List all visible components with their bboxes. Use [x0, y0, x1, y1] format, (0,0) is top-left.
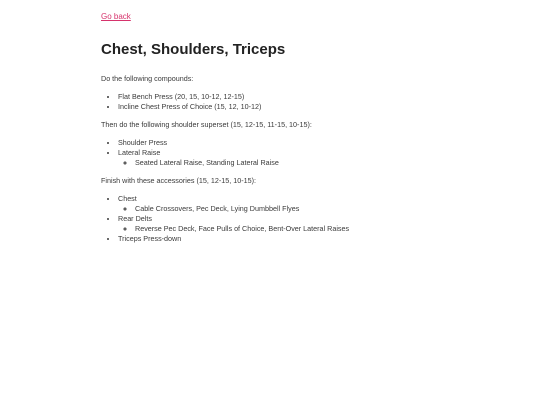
section-intro-accessories: Finish with these accessories (15, 12-15, 10-15):	[101, 176, 257, 185]
sub-list	[118, 204, 540, 214]
list-item: • Incline Chest Press of Choice (15, 12, 10-12)	[118, 102, 540, 112]
section-intro-shoulder-superset: Then do the following shoulder superset (15, 12-15, 11-15, 10-15):	[101, 120, 312, 129]
page-title: Chest, Shoulders, Triceps	[101, 41, 286, 58]
list-item	[118, 234, 540, 244]
list-item	[118, 138, 540, 148]
list-item	[118, 194, 540, 214]
list-item	[118, 148, 540, 168]
shoulder-superset-list	[101, 138, 540, 168]
sub-list-item: ◦ Cable Crossovers, Pec Deck, Lying Dumbbell Flyes	[135, 204, 540, 214]
list-item-label: Chest	[118, 194, 137, 203]
list-item-label: Lateral Raise	[118, 148, 161, 157]
list-item-label: Rear Delts	[118, 214, 152, 223]
sub-list	[118, 224, 540, 234]
section-intro-compounds: Do the following compounds:	[101, 74, 194, 83]
sub-list-item: ◦ Seated Lateral Raise, Standing Lateral Raise	[135, 158, 540, 168]
list-item	[118, 214, 540, 234]
compounds-list	[101, 92, 540, 112]
go-back-link[interactable]: Go back	[101, 12, 131, 21]
list-item: • Flat Bench Press (20, 15, 10-12, 12-15)	[118, 92, 540, 102]
sub-list	[118, 158, 540, 168]
sub-list-item: ◦ Reverse Pec Deck, Face Pulls of Choice, Bent-Over Lateral Raises	[135, 224, 540, 234]
accessories-list	[101, 194, 540, 244]
list-item-label: Triceps Press-down	[118, 234, 182, 243]
list-item-label: Shoulder Press	[118, 138, 168, 147]
